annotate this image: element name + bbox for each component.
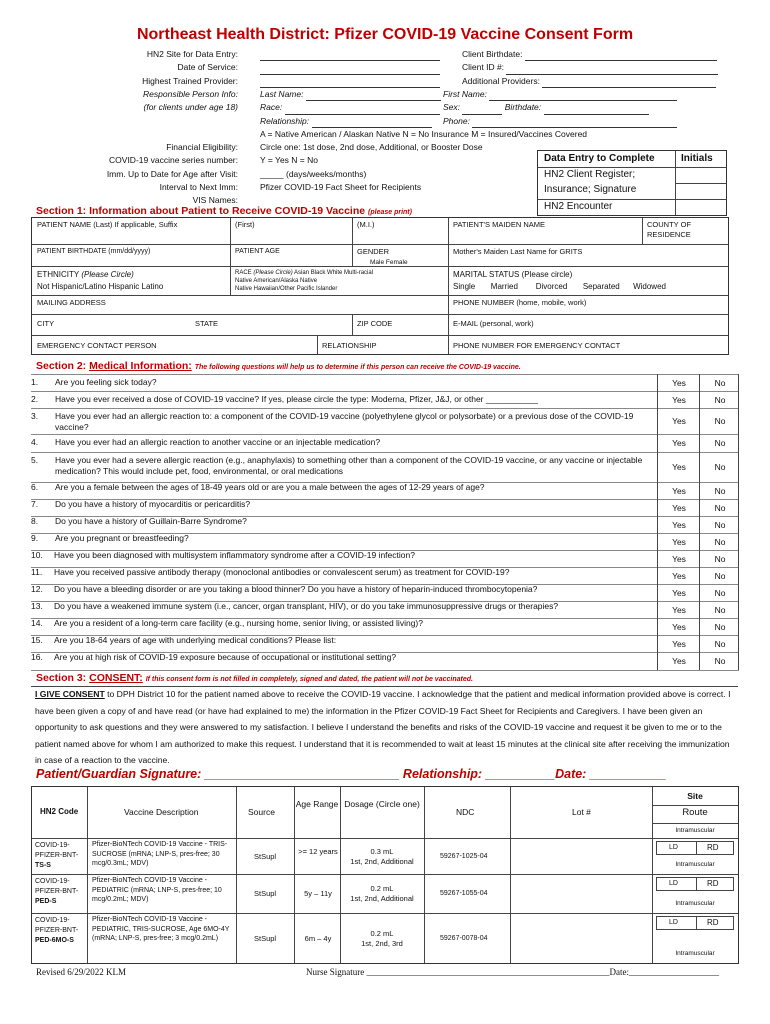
yes-option[interactable]: Yes — [672, 621, 686, 632]
yes-option[interactable]: Yes — [672, 587, 686, 598]
last-name-label: Last Name: — [260, 89, 304, 99]
vaccine-source: StSupl — [254, 851, 277, 861]
question-text: Have you been diagnosed with multisystem inflammatory syndrome after a COVID-19 infection? — [54, 550, 415, 560]
question-text: Are you feeling sick today? — [55, 377, 157, 387]
th-ndc: NDC — [456, 807, 475, 817]
section3-note: If this consent form is not filled in completely, signed and dated, the patient will not be vaccinated. — [145, 676, 473, 683]
dose-amount: 0.2 mL — [370, 928, 394, 938]
code-line-3: TS-S — [35, 862, 51, 869]
vaccine-dosage[interactable] — [340, 929, 424, 949]
section2-title-b: Medical Information: — [89, 360, 192, 372]
section3-title-a: Section 3: — [36, 672, 87, 684]
email-cell[interactable]: E-MAIL (personal, work) — [453, 319, 534, 328]
dose-series: 1st, 2nd, Additional — [350, 894, 414, 903]
th-source: Source — [248, 807, 275, 817]
zip-cell[interactable]: ZIP CODE — [357, 319, 393, 328]
no-option[interactable]: No — [714, 416, 726, 426]
th-lot: Lot # — [572, 807, 591, 817]
no-option[interactable]: No — [714, 536, 726, 547]
county-cell[interactable]: COUNTY OF RESIDENCE — [647, 220, 692, 239]
no-option[interactable]: No — [714, 604, 726, 615]
question-number: 14. — [31, 618, 43, 628]
section3-title — [36, 672, 473, 684]
question-number: 15. — [31, 635, 43, 645]
question-text: Do you have a weakened immune system (i.e., cancer, organ transplant, HIV), or do you take immunosuppressive drugs or therapies? — [54, 601, 559, 611]
th-desc: Vaccine Description — [124, 807, 199, 817]
emergency-phone-cell[interactable]: PHONE NUMBER FOR EMERGENCY CONTACT — [453, 341, 621, 350]
vaccine-route: Intramuscular — [675, 861, 715, 868]
race-note: (Please Circle) — [253, 270, 293, 276]
yes-option[interactable]: Yes — [672, 485, 686, 496]
vaccine-dosage[interactable] — [340, 884, 424, 904]
dose-amount: 0.2 mL — [370, 884, 394, 893]
section2-title-a: Section 2: — [36, 360, 87, 372]
question-text: Do you have a history of myocarditis or pericarditis? — [55, 499, 251, 509]
marital-cell[interactable]: MARITAL STATUS (Please circle) — [453, 270, 573, 279]
no-option[interactable]: No — [714, 462, 726, 472]
label-under-18: (for clients under age 18) — [143, 102, 238, 113]
state-cell[interactable]: STATE — [195, 319, 219, 328]
question-text: Have you ever received a dose of COVID-19 vaccine? If yes, please circle the type: Moderna, Pfizer, J&J, or other ___________ — [55, 394, 538, 404]
ethnicity-label: ETHNICITY — [37, 270, 80, 279]
yes-option[interactable]: Yes — [672, 394, 686, 405]
vaccine-source: StSupl — [254, 933, 277, 943]
no-option[interactable]: No — [714, 570, 726, 581]
relationship-label: Relationship: — [260, 115, 310, 126]
vaccine-ndc: 59267-1055-04 — [440, 890, 488, 897]
question-number: 8. — [31, 516, 39, 526]
code-line-2: PFIZER-BNT- — [35, 927, 79, 934]
no-option[interactable]: No — [714, 438, 726, 448]
th-age: Age Range — [295, 799, 339, 809]
date-sig-label: Date: ___________ — [555, 767, 667, 781]
code-line-3: PED-S — [35, 898, 57, 905]
label-interval: Interval to Next Imm: — [159, 181, 238, 192]
question-number: 5. — [31, 455, 39, 465]
yes-option[interactable]: Yes — [672, 553, 686, 564]
no-option[interactable]: No — [714, 377, 726, 388]
question-number: 11. — [31, 567, 43, 577]
mothers-maiden-cell[interactable]: Mother's Maiden Last Name for GRITS — [453, 247, 583, 256]
th-route: Route — [682, 807, 708, 818]
question-number: 10. — [31, 550, 43, 560]
yes-option[interactable]: Yes — [672, 462, 686, 472]
code-line-2: PFIZER-BNT- — [35, 888, 79, 895]
relationship-sig-label: Relationship: __________ — [402, 767, 556, 781]
race-options-3: Native Hawaiian/Other Pacific Islander — [235, 286, 338, 292]
ethnicity-options[interactable]: Not Hispanic/Latino Hispanic Latino — [37, 282, 164, 291]
vaccine-description: Pfizer-BioNTech COVID-19 Vaccine - PEDIATRIC, TRIS-SUCROSE, Age 6MO-4Y (mRNA; LNP-S, pres-free; 3 mcg/0.2mL) — [92, 916, 230, 942]
data-entry-row-1: HN2 Client Register; — [544, 169, 636, 180]
left-deltoid[interactable]: LD — [669, 844, 678, 851]
question-text: Are you at high risk of COVID-19 exposure because of occupational or institutional setting? — [54, 652, 397, 662]
dose-amount: 0.3 mL — [370, 846, 394, 856]
page-title: Northeast Health District: Pfizer COVID-19 Vaccine Consent Form — [136, 26, 634, 43]
yes-option[interactable]: Yes — [672, 416, 686, 426]
consent-text — [35, 686, 735, 769]
right-deltoid[interactable]: RD — [707, 843, 719, 852]
dose-series: 1st, 2nd, Additional — [350, 856, 414, 866]
yes-option[interactable]: Yes — [672, 377, 686, 388]
yes-option[interactable]: Yes — [672, 656, 686, 666]
yes-option[interactable]: Yes — [672, 638, 686, 649]
consent-body: to DPH District 10 for the patient named above to receive the COVID-19 vaccine. I acknowledge that the patient and medical information provided above is correct. I have been given a copy of and have read (or have had explained to me) the information in the Pfizer COVID-19 Fact Sheet for Recipients and Caregivers. I have been given an opportunity to ask questions and they were answered to my satisfaction. I believe I understand the benefits and risks of the COVID-19 vaccine and request it be given to me or to the patient named above for whom I am authorized to make this request. I understand that it is recommended to wait at least 15 minutes at the clinical site after receiving the immunization in case of a reaction to the vaccine. — [35, 689, 731, 765]
vaccine-source: StSupl — [254, 889, 277, 898]
no-option[interactable]: No — [714, 502, 726, 513]
patient-name-field[interactable]: PATIENT NAME (Last) If applicable, Suffix — [37, 220, 178, 229]
label-series: COVID-19 vaccine series number: — [109, 155, 238, 166]
client-birthdate-label: Client Birthdate: — [462, 49, 523, 59]
revised-note: Revised 6/29/2022 KLM — [36, 967, 126, 977]
question-number: 2. — [31, 394, 39, 404]
no-option[interactable]: No — [714, 519, 726, 530]
label-vis: VIS Names: — [192, 195, 238, 206]
race-label: Race: — [260, 102, 283, 113]
marital-options[interactable]: Single Married Divorced Separated Widowed — [453, 282, 666, 291]
vaccine-route: Intramuscular — [675, 950, 715, 957]
question-text: Do you have a bleeding disorder or are you taking a blood thinner? Do you have a history of heparin-induced thrombocytopenia? — [54, 584, 538, 594]
birthdate-cell[interactable]: PATIENT BIRTHDATE (mm/dd/yyyy) — [37, 248, 151, 255]
no-option[interactable]: No — [714, 394, 726, 405]
question-number: 1. — [31, 377, 39, 387]
vaccine-route: Intramuscular — [675, 900, 715, 907]
th-dosage: Dosage (Circle one) — [344, 799, 420, 809]
code-line-1: COVID-19- — [35, 878, 70, 885]
gender-options[interactable]: Male Female — [370, 259, 408, 266]
site-selector[interactable] — [656, 916, 734, 930]
lot-field[interactable] — [520, 916, 646, 961]
signature-line[interactable] — [36, 767, 666, 781]
yes-option[interactable]: Yes — [672, 519, 686, 530]
race-options-1: Asian Black White Multi-racial — [294, 270, 374, 276]
emergency-relationship-cell[interactable]: RELATIONSHIP — [322, 341, 377, 350]
birthdate-label: Birthdate: — [504, 102, 542, 113]
vaccine-ndc: 59267-0078-04 — [440, 934, 488, 942]
label-date-of-service: Date of Service: — [177, 62, 238, 73]
first-name-label: First Name: — [443, 89, 487, 99]
yes-option[interactable]: Yes — [672, 570, 686, 581]
phone-cell[interactable]: PHONE NUMBER (home, mobile, work) — [453, 298, 587, 307]
no-option[interactable]: No — [714, 587, 726, 598]
question-number: 13. — [31, 601, 43, 611]
yes-option[interactable]: Yes — [672, 604, 686, 615]
vaccine-age: >= 12 years — [298, 846, 338, 856]
vaccine-age: 5y – 11y — [304, 889, 332, 898]
question-number: 7. — [31, 499, 39, 509]
section1-note: (please print) — [368, 209, 412, 216]
additional-providers-label: Additional Providers: — [462, 75, 540, 86]
initials-header: Initials — [681, 153, 713, 164]
data-entry-row-2: Insurance; Signature — [544, 184, 637, 195]
question-number: 4. — [31, 437, 39, 447]
label-provider: Highest Trained Provider: — [142, 75, 238, 86]
lot-field[interactable] — [520, 841, 646, 872]
question-number: 6. — [31, 482, 39, 492]
code-line-1: COVID-19- — [35, 917, 70, 924]
th-code: HN2 Code — [40, 807, 79, 816]
question-text: Have you ever had an allergic reaction to another vaccine or an injectable medication? — [55, 437, 381, 447]
consent-bold: I GIVE CONSENT — [35, 689, 105, 699]
client-id-label: Client ID #: — [462, 62, 505, 73]
label-site: HN2 Site for Data Entry: — [146, 49, 238, 59]
vaccine-code — [35, 916, 78, 946]
phone-label: Phone: — [443, 115, 470, 126]
right-deltoid[interactable]: RD — [707, 918, 719, 927]
question-number: 12. — [31, 584, 43, 594]
vis-text: Pfizer COVID-19 Fact Sheet for Recipients — [260, 182, 422, 193]
data-entry-header: Data Entry to Complete — [544, 153, 655, 164]
question-text: Have you received passive antibody therapy (monoclonal antibodies or convalescent serum) as treatment for COVID-19? — [54, 567, 510, 577]
signature-label: Patient/Guardian Signature: ____________________________ — [36, 767, 400, 781]
nurse-signature[interactable]: Nurse Signature ______________________________________________________Date:____________________ — [306, 967, 719, 977]
mi-cell[interactable]: (M.I.) — [357, 220, 375, 229]
label-responsible: Responsible Person Info: — [143, 88, 238, 99]
question-text: Have you ever had a severe allergic reaction (e.g., anaphylaxis) to something other than a component of the COVID-19 vaccine, or any vaccine or injectable medication? This would include pet, food, environmental, or oral medications — [55, 455, 643, 476]
question-text: Do you have a history of Guillain-Barre Syndrome? — [55, 516, 247, 526]
vaccine-description: Pfizer-BioNTech COVID-19 Vaccine - TRIS-SUCROSE (mRNA; LNP-S, pres-free; 30 mcg/0.3mL; MDV) — [92, 841, 228, 867]
code-line-3: PED-6MO-S — [35, 937, 74, 944]
question-text: Are you a resident of a long-term care facility (e.g., nursing home, senior living, or assisted living)? — [54, 618, 423, 628]
code-line-2: PFIZER-BNT- — [35, 852, 79, 859]
maiden-name-cell[interactable]: PATIENT'S MAIDEN NAME — [453, 220, 545, 229]
yes-option[interactable]: Yes — [672, 502, 686, 513]
vaccine-description: Pfizer-BioNTech COVID-19 Vaccine - PEDIATRIC (mRNA; LNP-S, pres-free; 10 mcg/0.2mL; MDV) — [92, 877, 222, 903]
question-number: 3. — [31, 411, 39, 421]
no-option[interactable]: No — [714, 638, 726, 649]
site-selector[interactable] — [656, 877, 734, 891]
section3-title-b: CONSENT: — [89, 672, 143, 684]
ethnicity-note: (Please Circle) — [81, 270, 134, 279]
eligibility-text: A = Native American / Alaskan Native N = No Insurance M = Insured/Vaccines Covered — [260, 128, 588, 139]
interval-text: _____ (days/weeks/months) — [260, 168, 367, 179]
label-uptodate: Imm. Up to Date for Age after Visit: — [106, 168, 238, 179]
vaccine-ndc: 59267-1025-04 — [440, 852, 488, 860]
th-site: Site — [687, 791, 703, 801]
race-options-2: Native American/Alaska Native — [235, 278, 318, 284]
right-deltoid[interactable]: RD — [707, 879, 719, 888]
first-name-cell[interactable]: (First) — [235, 220, 255, 229]
no-option[interactable]: No — [714, 485, 726, 496]
section1-title-text: Section 1: Information about Patient to Receive COVID-19 Vaccine — [36, 205, 366, 217]
no-option[interactable]: No — [714, 553, 726, 564]
vaccine-code — [35, 841, 78, 871]
site-selector[interactable] — [656, 841, 734, 855]
uptodate-text: Y = Yes N = No — [260, 155, 318, 166]
th-route-value: Intramuscular — [675, 827, 715, 834]
vaccine-age: 6m – 4y — [304, 933, 332, 943]
vaccine-table — [31, 786, 739, 964]
question-text: Have you ever had an allergic reaction to: a component of the COVID-19 vaccine (polyethylene glycol or polysorbate) or a previous dose of the COVID-19 vaccine? — [55, 411, 634, 432]
race-label: RACE — [235, 270, 252, 276]
data-entry-row-3: HN2 Encounter — [544, 201, 613, 212]
question-text: Are you a female between the ages of 18-49 years old or are you a male between the ages of 12-29 years of age? — [55, 482, 485, 492]
gender-cell[interactable]: GENDER — [357, 247, 390, 256]
series-text: Circle one: 1st dose, 2nd dose, Additional, or Booster Dose — [260, 142, 483, 153]
age-cell[interactable]: PATIENT AGE — [235, 248, 280, 255]
label-financial: Financial Eligibility: — [166, 142, 238, 153]
code-line-1: COVID-19- — [35, 842, 70, 849]
vaccine-code — [35, 877, 78, 907]
mailing-cell[interactable]: MAILING ADDRESS — [37, 298, 106, 307]
sex-label: Sex: — [443, 102, 461, 113]
vaccine-dosage[interactable] — [340, 847, 424, 867]
question-number: 16. — [31, 652, 43, 662]
question-text: Are you pregnant or breastfeeding? — [55, 533, 189, 543]
yes-option[interactable]: Yes — [672, 536, 686, 547]
yes-option[interactable]: Yes — [672, 438, 686, 448]
left-deltoid[interactable]: LD — [669, 880, 678, 887]
city-cell[interactable]: CITY — [37, 319, 55, 328]
dose-series: 1st, 2nd, 3rd — [361, 938, 403, 948]
question-number: 9. — [31, 533, 39, 543]
lot-field[interactable] — [520, 877, 646, 911]
question-text: Are you 18-64 years of age with underlying medical conditions? Please list: — [54, 635, 337, 645]
emergency-cell[interactable]: EMERGENCY CONTACT PERSON — [37, 341, 157, 350]
left-deltoid[interactable]: LD — [669, 919, 678, 926]
section2-note: The following questions will help us to determine if this person can receive the COVID-19 vaccine. — [194, 364, 521, 371]
no-option[interactable]: No — [714, 621, 726, 632]
no-option[interactable]: No — [714, 656, 726, 666]
